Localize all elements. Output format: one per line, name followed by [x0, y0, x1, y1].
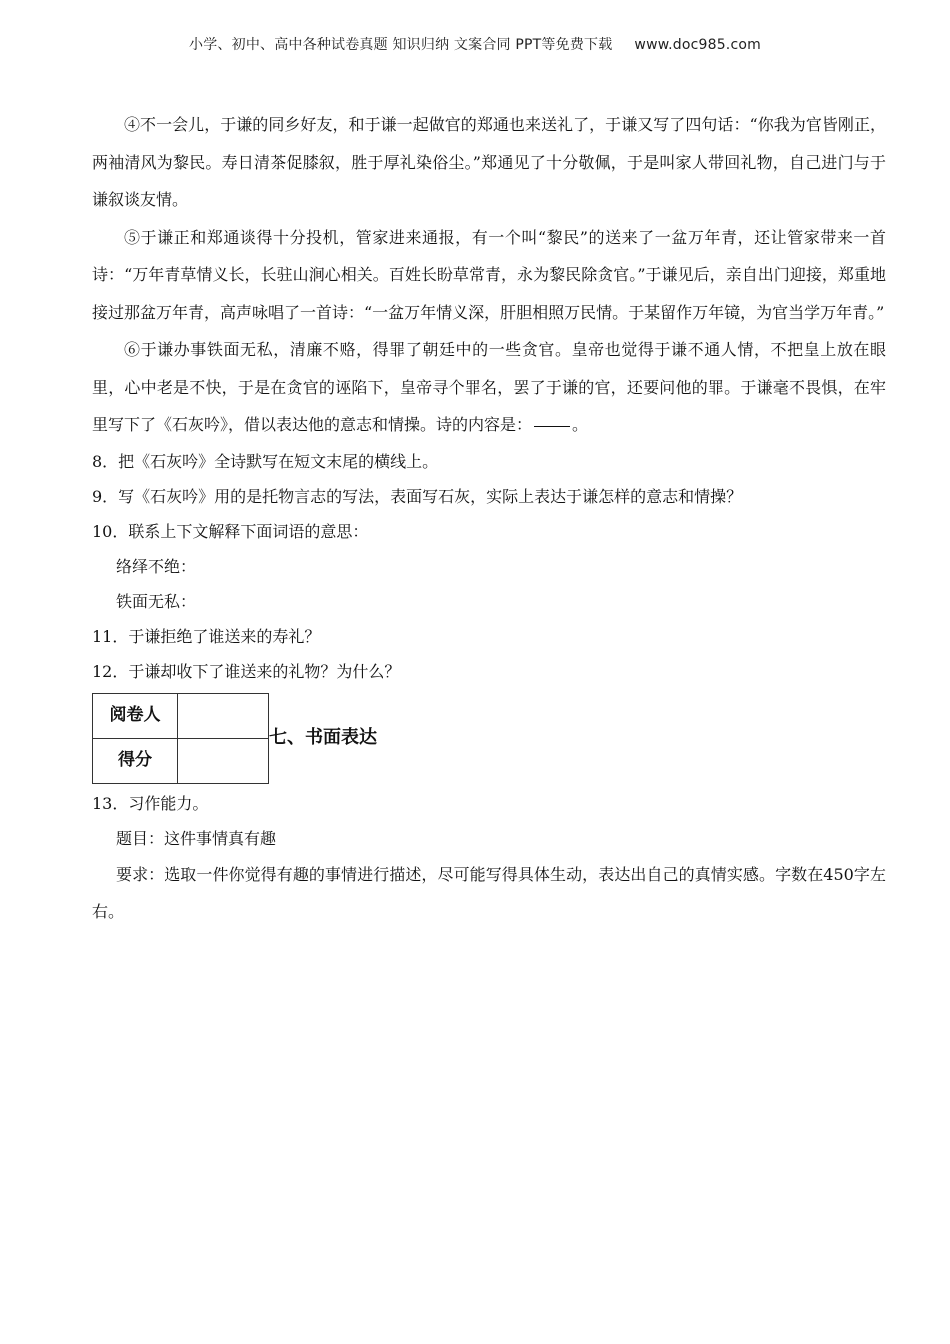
section-title: 七、书面表达	[269, 727, 377, 749]
score-label: 得分	[93, 738, 178, 783]
score-section	[92, 693, 886, 784]
passage-paragraph-6-text: ⑥于谦办事铁面无私，清廉不赂，得罪了朝廷中的一些贪官。皇帝也觉得于谦不通人情，不把皇上放在眼里，心中老是不快，于是在贪官的诬陷下，皇帝寻个罪名，罢了于谦的官，还要问他的罪。于谦毫不畏惧，在牢里写下了《石灰吟》，借以表达他的意志和情操。诗的内容是：	[92, 340, 886, 434]
question-13: 13．习作能力。	[92, 793, 209, 813]
question-9: 9．写《石灰吟》用的是托物言志的写法，表面写石灰，实际上表达于谦怎样的意志和情操？	[92, 486, 743, 506]
question-8: 8．把《石灰吟》全诗默写在短文末尾的横线上。	[92, 451, 439, 471]
passage-end-mark: 。	[572, 415, 589, 434]
question-10: 10．联系上下文解释下面词语的意思：	[92, 521, 369, 541]
score-table	[92, 693, 269, 784]
document-body	[92, 106, 886, 930]
question-12: 12．于谦却收下了谁送来的礼物？为什么？	[92, 661, 401, 681]
answer-blank[interactable]	[534, 425, 570, 427]
question-10-term-a: 络绎不绝：	[116, 556, 197, 576]
passage-paragraph-4: ④不一会儿，于谦的同乡好友，和于谦一起做官的郑通也来送礼了，于谦又写了四句话：“你我为官皆刚正，两袖清风为黎民。寿日清茶促膝叙，胜于厚礼染俗尘。”郑通见了十分敬佩，于是叫家人带回礼物，自己进门与于谦叙谈友情。	[92, 115, 886, 209]
header-site-link[interactable]: www.doc985.com	[634, 37, 761, 53]
passage-paragraph-6	[92, 331, 886, 444]
question-11: 11．于谦拒绝了谁送来的寿礼？	[92, 626, 321, 646]
header-text: 小学、初中、高中各种试卷真题 知识归纳 文案合同 PPT等免费下载	[189, 37, 613, 53]
passage-paragraph-5: ⑤于谦正和郑通谈得十分投机，管家进来通报，有一个叫“黎民”的送来了一盆万年青，还让管家带来一首诗：“万年青草情义长，长驻山涧心相关。百姓长盼草常青，永为黎民除贪官。”于谦见后，亲自出门迎接，郑重地接过那盆万年青，高声咏唱了一首诗：“一盆万年情义深，肝胆相照万民情。于某留作万年镜，为官当学万年青。”	[92, 227, 886, 322]
writing-topic: 题目：这件事情真有趣	[116, 828, 277, 848]
page-header	[0, 34, 950, 54]
grader-label: 阅卷人	[93, 693, 178, 738]
writing-requirement: 要求：选取一件你觉得有趣的事情进行描述，尽可能写得具体生动，表达出自己的真情实感。字数在450字左右。	[92, 864, 886, 921]
score-cell[interactable]	[178, 738, 269, 783]
grader-cell[interactable]	[178, 693, 269, 738]
question-10-term-b: 铁面无私：	[116, 591, 197, 611]
